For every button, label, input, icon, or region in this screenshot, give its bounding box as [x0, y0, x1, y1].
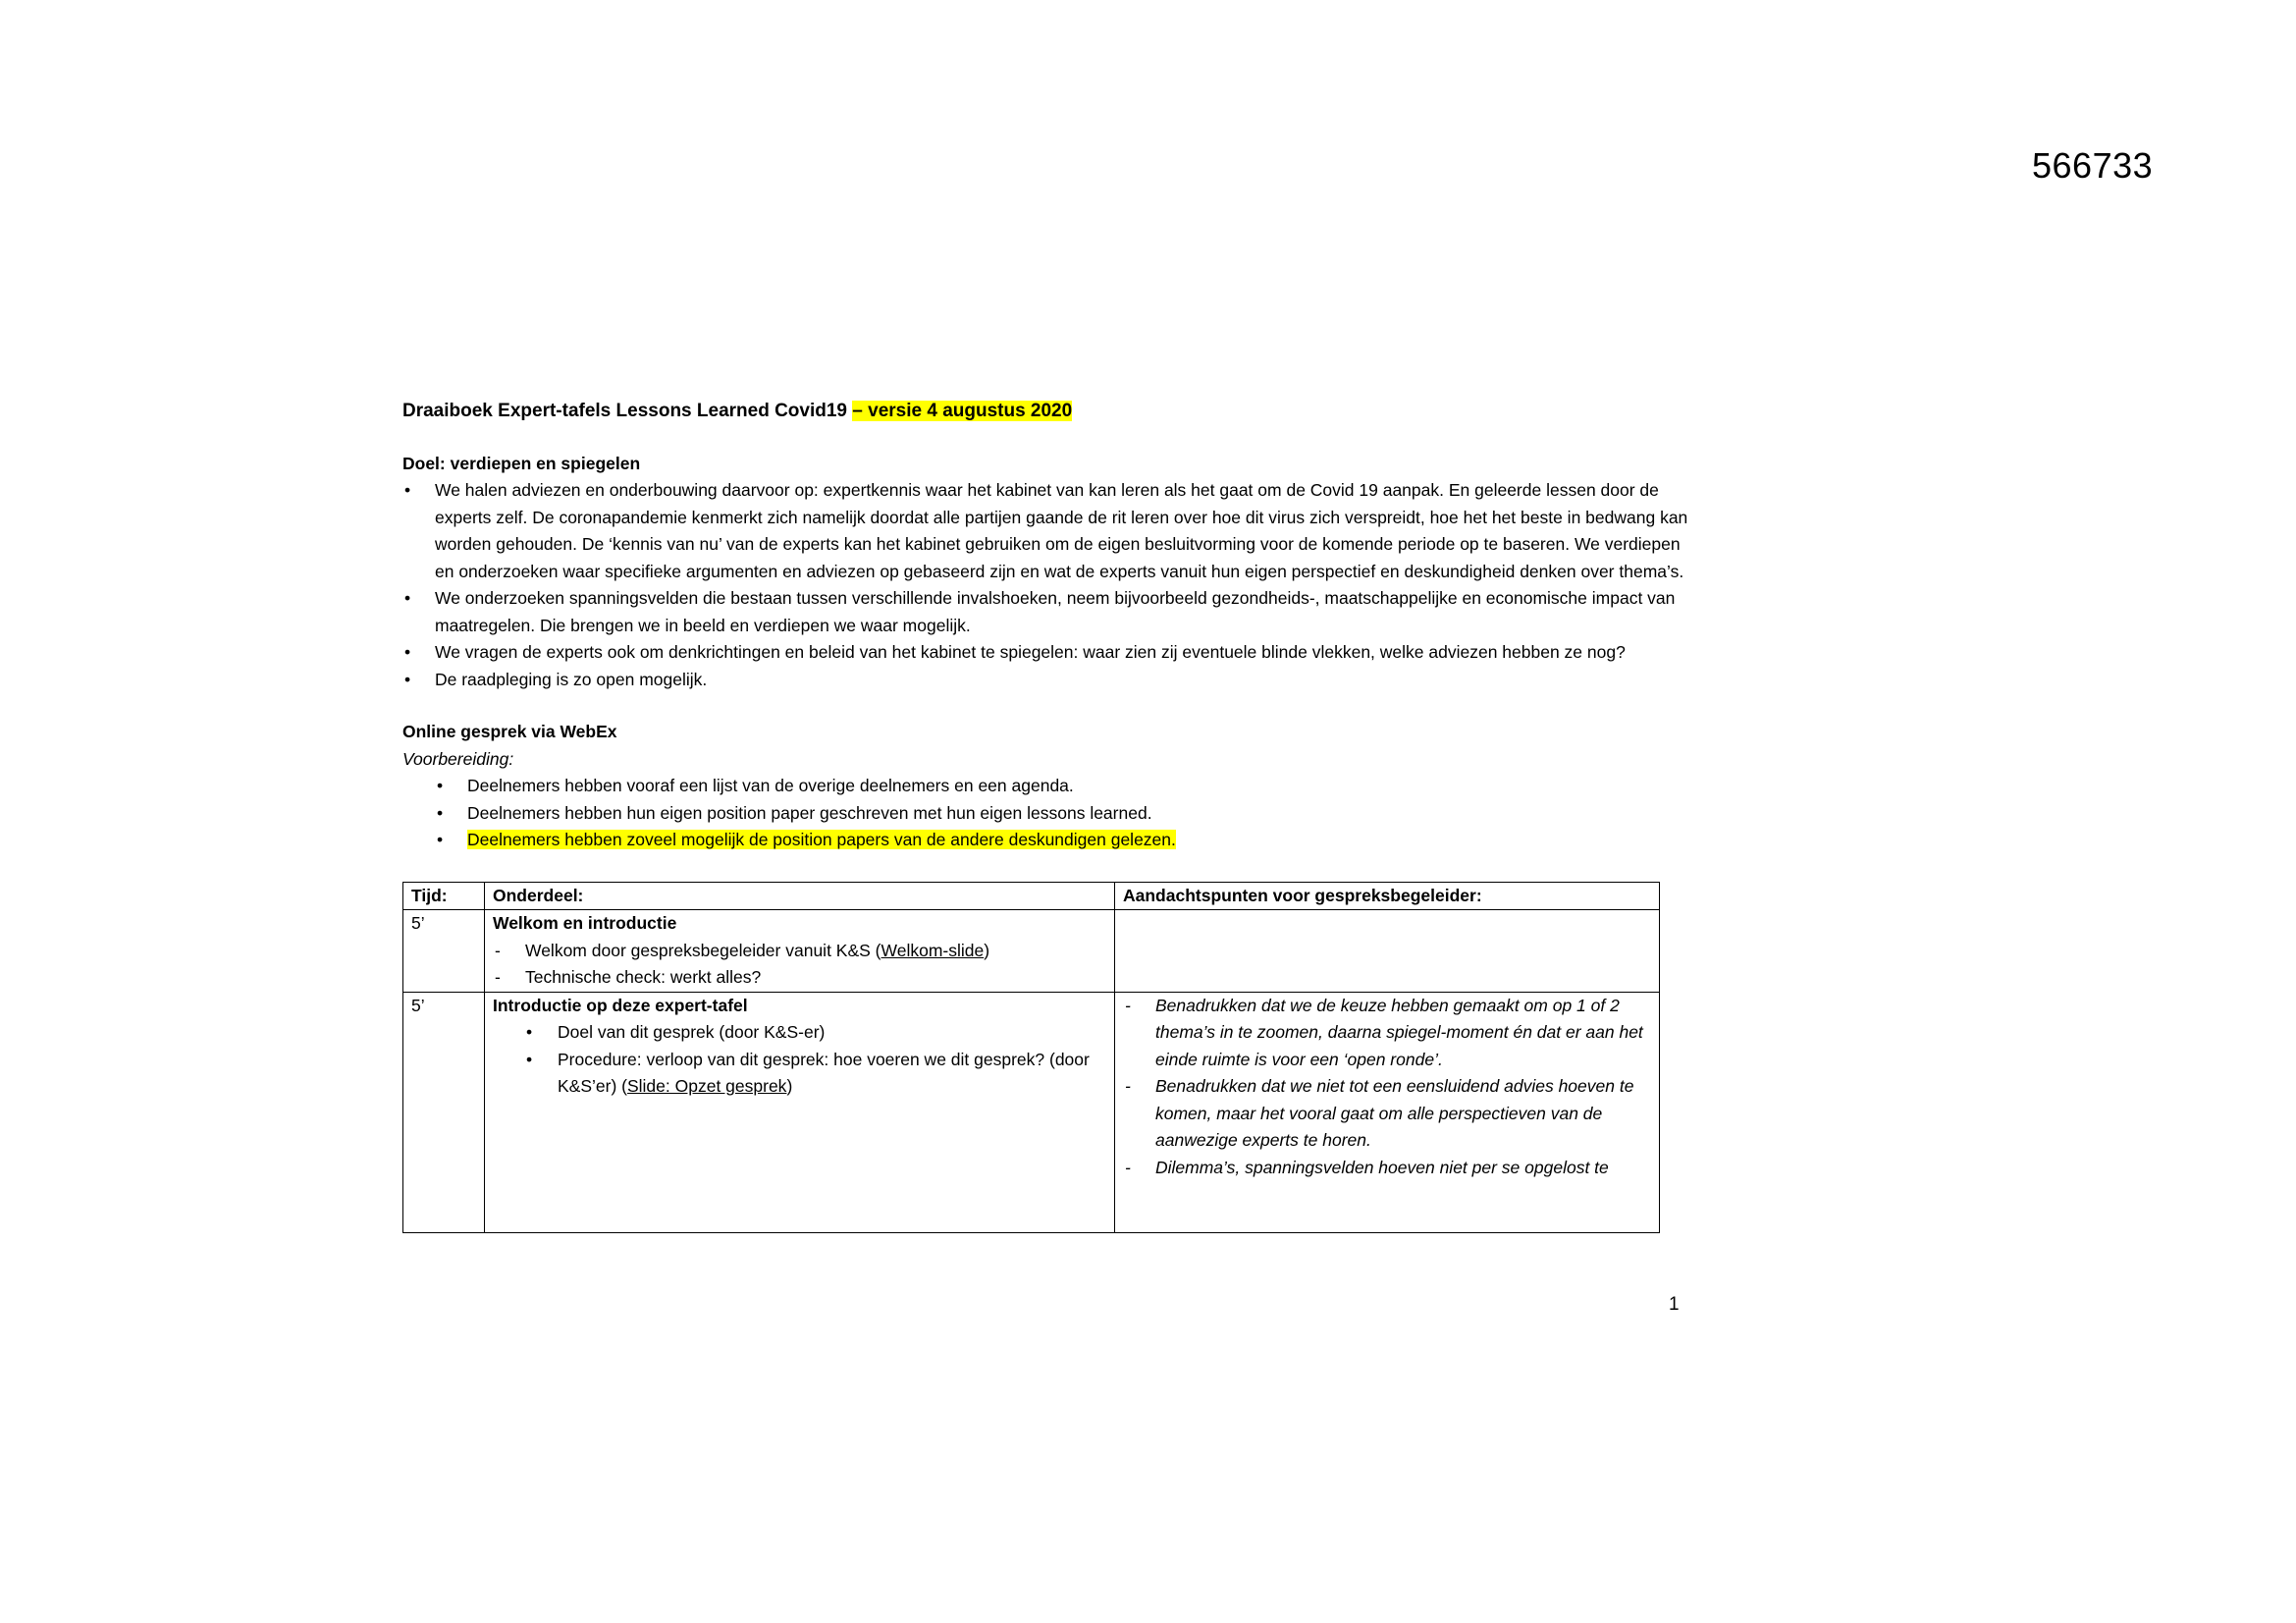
list-item: • Deelnemers hebben vooraf een lijst van de overige deelnemers en een agenda. [402, 773, 1688, 800]
header-part: Onderdeel: [485, 882, 1115, 910]
list-item: - Benadrukken dat we niet tot een eensluidend advies hoeven te komen, maar het vooral gaat om alle perspectieven van de aanwezige experts te horen. [1123, 1073, 1651, 1155]
document-number: 566733 [2032, 145, 2154, 186]
agenda-table [402, 882, 1660, 1233]
row-item-list [493, 1019, 1106, 1101]
row-item-list [493, 938, 1106, 992]
row-notes [1115, 992, 1660, 1232]
list-item: • De raadpleging is zo open mogelijk. [402, 667, 1688, 694]
list-item [402, 827, 1688, 854]
document-body [402, 398, 1688, 1233]
item-text: Procedure: verloop van dit gesprek: hoe voeren we dit gesprek? (door K&S’er) ( [558, 1049, 1090, 1096]
item-text: ) [984, 940, 990, 960]
section-goal-heading: Doel: verdiepen en spiegelen [402, 453, 641, 473]
title-version-highlight: – versie 4 augustus 2020 [852, 401, 1073, 421]
table-header-row [403, 882, 1660, 910]
page-number: 1 [1669, 1294, 1680, 1315]
header-time: Tijd: [403, 882, 485, 910]
goal-bullet-list [402, 477, 1688, 693]
item-text: ) [786, 1076, 793, 1096]
row-notes [1115, 910, 1660, 993]
row-time: 5’ [403, 992, 485, 1232]
list-item: • We onderzoeken spanningsvelden die bestaan tussen verschillende invalshoeken, neem bijvoorbeeld gezondheids-, maatschappelijke en economische impact van maatregelen. Die brengen we in beeld en verdiepen we waar mogelijk. [402, 585, 1688, 639]
list-item: - Dilemma’s, spanningsvelden hoeven niet per se opgelost te [1123, 1155, 1651, 1182]
title-text: Draaiboek Expert-tafels Lessons Learned Covid19 [402, 401, 853, 421]
preparation-bullet-list [402, 773, 1688, 854]
list-item: - Technische check: werkt alles? [493, 964, 1106, 992]
header-notes: Aandachtspunten voor gespreksbegeleider: [1115, 882, 1660, 910]
list-item: • Deelnemers hebben hun eigen position paper geschreven met hun eigen lessons learned. [402, 800, 1688, 828]
table-row [403, 992, 1660, 1232]
item-text: Welkom door gespreksbegeleider vanuit K&S ( [525, 940, 881, 960]
row-title: Introductie op deze expert-tafel [493, 995, 748, 1015]
list-item: - Benadrukken dat we de keuze hebben gemaakt om op 1 of 2 thema’s in te zoomen, daarna spiegel-moment én dat er aan het einde ruimte is voor een ‘open ronde’. [1123, 993, 1651, 1074]
welkom-slide-link[interactable]: Welkom-slide [881, 940, 985, 960]
row-title: Welkom en introductie [493, 913, 677, 933]
list-item [493, 1047, 1106, 1101]
row-time: 5’ [403, 910, 485, 993]
document-title [402, 398, 1688, 425]
row-part [485, 910, 1115, 993]
preparation-subheading: Voorbereiding: [402, 748, 514, 769]
row-part [485, 992, 1115, 1232]
list-item: • We vragen de experts ook om denkrichtingen en beleid van het kabinet te spiegelen: waar zien zij eventuele blinde vlekken, welke adviezen hebben ze nog? [402, 639, 1688, 667]
list-item: • We halen adviezen en onderbouwing daarvoor op: expertkennis waar het kabinet van kan leren als het gaat om de Covid 19 aanpak. En geleerde lessen door de experts zelf. De coronapandemie kenmerkt zich namelijk doordat alle partijen gaande de rit leren over hoe dit virus zich verspreidt, hoe het het beste in bedwang kan worden gehouden. De ‘kennis van nu’ van de experts kan het kabinet gebruiken om de eigen besluitvorming voor de komende periode op te baseren. We verdiepen en onderzoeken waar specifieke argumenten en adviezen op gebaseerd zijn en wat de experts vanuit hun eigen perspectief en deskundigheid denken over thema’s. [402, 477, 1688, 585]
notes-list [1123, 993, 1651, 1182]
list-item: • Doel van dit gesprek (door K&S-er) [493, 1019, 1106, 1047]
highlighted-text: Deelnemers hebben zoveel mogelijk de position papers van de andere deskundigen gelezen. [467, 830, 1176, 849]
list-item [493, 938, 1106, 965]
opzet-gesprek-slide-link[interactable]: Slide: Opzet gesprek [626, 1076, 787, 1096]
section-online-heading: Online gesprek via WebEx [402, 722, 617, 741]
table-row [403, 910, 1660, 993]
